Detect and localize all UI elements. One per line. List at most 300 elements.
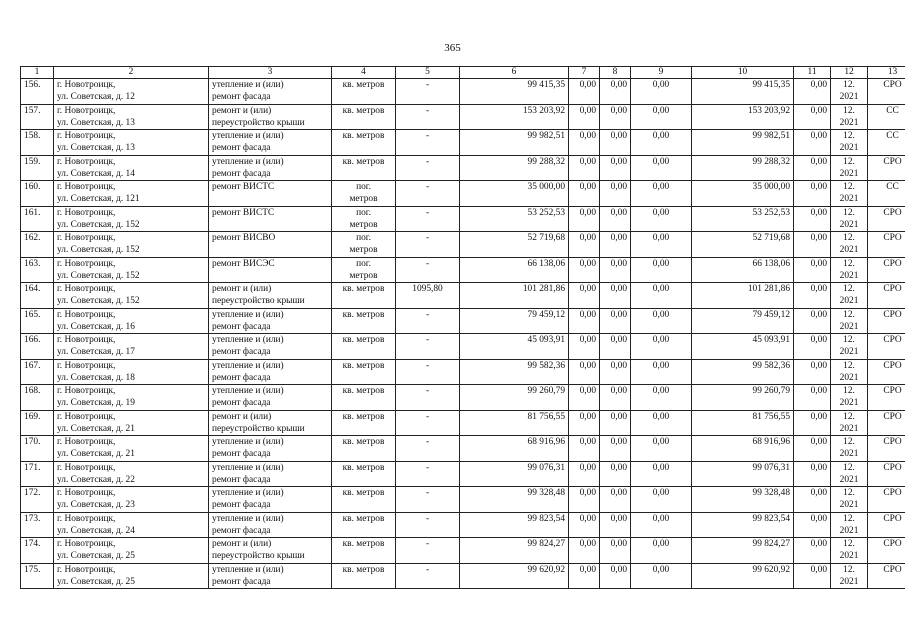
- funding-source-cell: [868, 308, 905, 334]
- col-header: 12: [831, 67, 868, 79]
- address-line-1: г. Новотроицк,: [57, 539, 116, 549]
- cost-total-cell: [460, 385, 569, 411]
- address-cell: [54, 155, 209, 181]
- fund-col-10: 35 000,00: [752, 182, 790, 192]
- completion-date-cell: [831, 410, 868, 436]
- cost-total: 68 916,96: [527, 437, 565, 447]
- row-number: 159.: [24, 156, 41, 167]
- fund-col-9-cell: [631, 206, 692, 232]
- fund-col-11-cell: [794, 155, 831, 181]
- fund-col-11-cell: [794, 257, 831, 283]
- row-number-cell: [21, 410, 54, 436]
- unit-line-1: пог.: [356, 182, 371, 192]
- completion-date-cell: [831, 283, 868, 309]
- cost-total: 99 982,51: [527, 131, 565, 141]
- cost-total-cell: [460, 206, 569, 232]
- work-type-line-1: утепление и (или): [212, 156, 284, 167]
- unit-line-1: кв. метров: [342, 156, 385, 167]
- col-header: 3: [209, 67, 332, 79]
- funding-source-cell: [868, 538, 905, 564]
- fund-col-10: 99 620,92: [752, 564, 790, 575]
- cost-total: 99 582,36: [527, 360, 565, 371]
- fund-col-9-cell: [631, 563, 692, 589]
- completion-date-line-2: 2021: [839, 92, 859, 103]
- fund-col-8-cell: [600, 512, 631, 538]
- fund-col-9-cell: [631, 461, 692, 487]
- work-type-line-2: ремонт фасада: [212, 92, 271, 103]
- row-number-cell: [21, 181, 54, 207]
- fund-col-7: 0,00: [579, 309, 596, 320]
- row-number: 165.: [24, 309, 41, 320]
- unit-cell: [332, 359, 396, 385]
- fund-col-11: 0,00: [810, 513, 827, 524]
- fund-col-10-cell: [692, 79, 794, 105]
- cost-total: 99 076,31: [527, 462, 565, 473]
- fund-col-9: 0,00: [652, 233, 670, 243]
- fund-col-10-cell: [692, 410, 794, 436]
- funding-source-cell: [868, 436, 905, 462]
- fund-col-8-cell: [600, 308, 631, 334]
- fund-col-7-cell: [569, 130, 600, 156]
- row-number: 163.: [24, 258, 41, 269]
- fund-col-7: 0,00: [579, 513, 596, 524]
- unit-cell: [332, 257, 396, 283]
- unit-line-1: кв. метров: [342, 131, 385, 141]
- address-cell: [54, 257, 209, 283]
- address-line-1: г. Новотроицк,: [57, 105, 116, 116]
- address-line-1: г. Новотроицк,: [57, 258, 116, 269]
- fund-col-7: 0,00: [579, 360, 596, 371]
- funding-source: СРО: [883, 207, 902, 218]
- address-line-1: г. Новотроицк,: [57, 309, 116, 320]
- table-row: [21, 257, 905, 283]
- fund-col-10: 81 756,55: [752, 411, 790, 422]
- row-number-cell: [21, 487, 54, 513]
- fund-col-8: 0,00: [610, 131, 627, 141]
- address-line-2: ул. Советская, д. 21: [57, 423, 135, 434]
- address-line-2: ул. Советская, д. 13: [57, 117, 135, 128]
- address-cell: [54, 79, 209, 105]
- cost-total: 99 260,79: [527, 386, 565, 396]
- fund-col-7-cell: [569, 461, 600, 487]
- address-line-2: ул. Советская, д. 152: [57, 245, 140, 256]
- fund-col-7-cell: [569, 257, 600, 283]
- unit-line-1: кв. метров: [342, 309, 385, 320]
- quantity-cell: [396, 181, 460, 207]
- fund-col-9-cell: [631, 232, 692, 258]
- address-cell: [54, 461, 209, 487]
- fund-col-9-cell: [631, 359, 692, 385]
- cost-total: 101 281,86: [522, 284, 565, 294]
- fund-col-9-cell: [631, 308, 692, 334]
- work-type-cell: [209, 181, 332, 207]
- work-type-line-1: утепление и (или): [212, 80, 284, 90]
- fund-col-8-cell: [600, 181, 631, 207]
- fund-col-7: 0,00: [579, 335, 596, 345]
- fund-col-9-cell: [631, 538, 692, 564]
- address-line-1: г. Новотроицк,: [57, 284, 116, 294]
- fund-col-11-cell: [794, 385, 831, 411]
- completion-date-line-1: 12.: [843, 105, 855, 116]
- row-number: 175.: [24, 564, 41, 575]
- cost-total: 35 000,00: [527, 182, 565, 192]
- work-type-line-1: утепление и (или): [212, 437, 284, 447]
- quantity: -: [425, 182, 430, 192]
- quantity-cell: [396, 155, 460, 181]
- fund-col-9: 0,00: [652, 513, 670, 524]
- funding-source: СРО: [883, 309, 902, 320]
- work-type-cell: [209, 155, 332, 181]
- fund-col-9: 0,00: [652, 309, 670, 320]
- completion-date-cell: [831, 461, 868, 487]
- completion-date-line-2: 2021: [839, 321, 859, 332]
- unit-cell: [332, 461, 396, 487]
- quantity: -: [425, 80, 430, 90]
- fund-col-10: 52 719,68: [752, 233, 790, 243]
- completion-date-cell: [831, 155, 868, 181]
- row-number: 158.: [24, 131, 41, 141]
- address-line-2: ул. Советская, д. 13: [57, 143, 135, 154]
- fund-col-7: 0,00: [579, 437, 596, 447]
- fund-col-8-cell: [600, 79, 631, 105]
- fund-col-8-cell: [600, 436, 631, 462]
- fund-col-7: 0,00: [579, 207, 596, 218]
- fund-col-7: 0,00: [579, 258, 596, 269]
- completion-date-line-2: 2021: [839, 143, 859, 154]
- col-header: 2: [54, 67, 209, 79]
- cost-total-cell: [460, 359, 569, 385]
- fund-col-8: 0,00: [610, 564, 627, 575]
- fund-col-7: 0,00: [579, 105, 596, 116]
- column-number-header-row: [21, 67, 905, 79]
- work-type-line-1: утепление и (или): [212, 309, 284, 320]
- address-cell: [54, 181, 209, 207]
- completion-date-line-2: 2021: [839, 219, 859, 230]
- fund-col-11-cell: [794, 308, 831, 334]
- col-header: 8: [600, 67, 631, 79]
- quantity: -: [425, 360, 430, 371]
- fund-col-10-cell: [692, 283, 794, 309]
- work-type-line-2: ремонт фасада: [212, 321, 271, 332]
- unit-cell: [332, 538, 396, 564]
- table-row: [21, 410, 905, 436]
- fund-col-11-cell: [794, 104, 831, 130]
- funding-source: СРО: [883, 258, 902, 269]
- unit-cell: [332, 385, 396, 411]
- address-line-1: г. Новотроицк,: [57, 437, 116, 447]
- address-line-2: ул. Советская, д. 17: [57, 347, 135, 358]
- fund-col-11: 0,00: [810, 386, 827, 396]
- completion-date-line-1: 12.: [843, 411, 855, 422]
- unit-line-1: кв. метров: [342, 488, 385, 498]
- completion-date-line-1: 12.: [843, 309, 855, 320]
- funding-source-cell: [868, 487, 905, 513]
- unit-cell: [332, 130, 396, 156]
- fund-col-11: 0,00: [810, 488, 827, 498]
- completion-date-line-2: 2021: [839, 245, 859, 256]
- funding-source-cell: [868, 334, 905, 360]
- unit-line-2: метров: [349, 219, 378, 230]
- work-type-line-1: утепление и (или): [212, 513, 284, 524]
- unit-line-1: кв. метров: [342, 284, 385, 294]
- fund-col-9: 0,00: [652, 462, 670, 473]
- quantity-cell: [396, 410, 460, 436]
- cost-total-cell: [460, 181, 569, 207]
- work-type-line-1: утепление и (или): [212, 462, 284, 473]
- completion-date-cell: [831, 232, 868, 258]
- fund-col-7: 0,00: [579, 411, 596, 422]
- funding-source: СРО: [883, 284, 902, 294]
- row-number: 168.: [24, 386, 41, 396]
- work-type-cell: [209, 104, 332, 130]
- fund-col-9-cell: [631, 79, 692, 105]
- col-header: 9: [631, 67, 692, 79]
- completion-date-line-1: 12.: [843, 233, 855, 243]
- row-number-cell: [21, 206, 54, 232]
- fund-col-8: 0,00: [610, 233, 627, 243]
- quantity-cell: [396, 461, 460, 487]
- cost-total-cell: [460, 436, 569, 462]
- quantity-cell: [396, 308, 460, 334]
- funding-source-cell: [868, 155, 905, 181]
- completion-date-line-1: 12.: [843, 360, 855, 371]
- row-number: 167.: [24, 360, 41, 371]
- fund-col-8: 0,00: [610, 411, 627, 422]
- fund-col-8-cell: [600, 563, 631, 589]
- row-number-cell: [21, 512, 54, 538]
- work-type-line-2: ремонт фасада: [212, 168, 271, 179]
- cost-total-cell: [460, 257, 569, 283]
- fund-col-8-cell: [600, 487, 631, 513]
- cost-total-cell: [460, 461, 569, 487]
- funding-source-cell: [868, 104, 905, 130]
- row-number-cell: [21, 436, 54, 462]
- cost-total-cell: [460, 283, 569, 309]
- funding-source: СРО: [883, 80, 902, 90]
- quantity-cell: [396, 563, 460, 589]
- completion-date-cell: [831, 130, 868, 156]
- table-row: [21, 538, 905, 564]
- work-type-cell: [209, 308, 332, 334]
- funding-source: СРО: [883, 335, 902, 345]
- address-line-1: г. Новотроицк,: [57, 360, 116, 371]
- fund-col-7-cell: [569, 436, 600, 462]
- col-header: 5: [396, 67, 460, 79]
- fund-col-11: 0,00: [810, 462, 827, 473]
- unit-line-1: пог.: [356, 207, 371, 218]
- quantity: -: [425, 207, 430, 218]
- funding-source-cell: [868, 130, 905, 156]
- fund-col-10: 99 415,35: [752, 80, 790, 90]
- register-table-body: [21, 79, 905, 589]
- table-row: [21, 79, 905, 105]
- completion-date-line-1: 12.: [843, 539, 855, 549]
- funding-source-cell: [868, 257, 905, 283]
- work-type-line-2: ремонт фасада: [212, 398, 271, 409]
- completion-date-line-2: 2021: [839, 372, 859, 383]
- address-line-2: ул. Советская, д. 19: [57, 398, 135, 409]
- completion-date-line-1: 12.: [843, 335, 855, 345]
- address-cell: [54, 563, 209, 589]
- fund-col-10: 99 823,54: [752, 513, 790, 524]
- fund-col-7: 0,00: [579, 156, 596, 167]
- col-header: 11: [794, 67, 831, 79]
- fund-col-11-cell: [794, 130, 831, 156]
- row-number-cell: [21, 359, 54, 385]
- register-table: [20, 66, 905, 589]
- quantity-cell: [396, 104, 460, 130]
- table-row: [21, 359, 905, 385]
- unit-line-2: метров: [349, 194, 378, 205]
- funding-source-cell: [868, 359, 905, 385]
- address-line-2: ул. Советская, д. 152: [57, 219, 140, 230]
- fund-col-7-cell: [569, 206, 600, 232]
- completion-date-line-2: 2021: [839, 449, 859, 460]
- completion-date-cell: [831, 79, 868, 105]
- completion-date-line-2: 2021: [839, 474, 859, 485]
- address-cell: [54, 130, 209, 156]
- fund-col-8: 0,00: [610, 360, 627, 371]
- fund-col-8-cell: [600, 257, 631, 283]
- table-row: [21, 130, 905, 156]
- fund-col-10-cell: [692, 359, 794, 385]
- fund-col-10: 45 093,91: [752, 335, 790, 345]
- fund-col-10: 99 982,51: [752, 131, 790, 141]
- fund-col-11: 0,00: [810, 539, 827, 549]
- fund-col-11-cell: [794, 79, 831, 105]
- work-type-line-2: переустройство крыши: [212, 551, 305, 562]
- cost-total: 99 328,48: [527, 488, 565, 498]
- unit-cell: [332, 206, 396, 232]
- funding-source-cell: [868, 283, 905, 309]
- completion-date-cell: [831, 512, 868, 538]
- cost-total: 99 288,32: [527, 156, 565, 167]
- row-number: 164.: [24, 284, 41, 294]
- fund-col-8: 0,00: [610, 386, 627, 396]
- cost-total: 99 823,54: [527, 513, 565, 524]
- funding-source-cell: [868, 410, 905, 436]
- fund-col-9-cell: [631, 104, 692, 130]
- fund-col-8-cell: [600, 104, 631, 130]
- quantity: -: [425, 462, 430, 473]
- quantity: -: [425, 488, 430, 498]
- completion-date-line-1: 12.: [843, 182, 855, 192]
- fund-col-10-cell: [692, 487, 794, 513]
- address-line-1: г. Новотроицк,: [57, 80, 116, 90]
- unit-cell: [332, 283, 396, 309]
- fund-col-7-cell: [569, 308, 600, 334]
- cost-total: 45 093,91: [527, 335, 565, 345]
- fund-col-8-cell: [600, 385, 631, 411]
- cost-total: 79 459,12: [527, 309, 565, 320]
- fund-col-11: 0,00: [810, 156, 827, 167]
- fund-col-9-cell: [631, 155, 692, 181]
- fund-col-10: 68 916,96: [752, 437, 790, 447]
- funding-source-cell: [868, 461, 905, 487]
- work-type-cell: [209, 130, 332, 156]
- unit-cell: [332, 79, 396, 105]
- completion-date-cell: [831, 206, 868, 232]
- address-cell: [54, 436, 209, 462]
- unit-cell: [332, 410, 396, 436]
- fund-col-8-cell: [600, 130, 631, 156]
- fund-col-8: 0,00: [610, 335, 627, 345]
- quantity-cell: [396, 487, 460, 513]
- funding-source: СРО: [883, 564, 902, 575]
- fund-col-11-cell: [794, 410, 831, 436]
- fund-col-10-cell: [692, 130, 794, 156]
- fund-col-11-cell: [794, 181, 831, 207]
- fund-col-7-cell: [569, 538, 600, 564]
- fund-col-9: 0,00: [652, 539, 670, 549]
- work-type-cell: [209, 563, 332, 589]
- completion-date-line-1: 12.: [843, 564, 855, 575]
- completion-date-line-2: 2021: [839, 423, 859, 434]
- completion-date-line-1: 12.: [843, 513, 855, 524]
- row-number-cell: [21, 79, 54, 105]
- funding-source: СРО: [883, 233, 902, 243]
- work-type-line-1: ремонт ВИСТС: [212, 207, 275, 218]
- work-type-cell: [209, 436, 332, 462]
- completion-date-line-2: 2021: [839, 117, 859, 128]
- unit-line-1: кв. метров: [342, 539, 385, 549]
- completion-date-line-1: 12.: [843, 131, 855, 141]
- completion-date-cell: [831, 104, 868, 130]
- row-number: 174.: [24, 539, 41, 549]
- quantity-cell: [396, 334, 460, 360]
- fund-col-8-cell: [600, 538, 631, 564]
- funding-source: СРО: [883, 156, 902, 167]
- fund-col-10-cell: [692, 563, 794, 589]
- quantity: -: [425, 105, 430, 116]
- row-number-cell: [21, 385, 54, 411]
- fund-col-7-cell: [569, 512, 600, 538]
- fund-col-10-cell: [692, 436, 794, 462]
- funding-source-cell: [868, 512, 905, 538]
- fund-col-8: 0,00: [610, 513, 627, 524]
- unit-line-1: кв. метров: [342, 386, 385, 396]
- quantity: -: [425, 233, 430, 243]
- table-row: [21, 436, 905, 462]
- quantity-cell: [396, 283, 460, 309]
- work-type-line-2: переустройство крыши: [212, 117, 305, 128]
- fund-col-9: 0,00: [652, 488, 670, 498]
- work-type-line-1: утепление и (или): [212, 488, 284, 498]
- fund-col-8: 0,00: [610, 539, 627, 549]
- fund-col-9: 0,00: [652, 207, 670, 218]
- col-header: 4: [332, 67, 396, 79]
- fund-col-11-cell: [794, 283, 831, 309]
- fund-col-7-cell: [569, 487, 600, 513]
- cost-total-cell: [460, 130, 569, 156]
- address-cell: [54, 104, 209, 130]
- fund-col-10-cell: [692, 461, 794, 487]
- fund-col-7: 0,00: [579, 488, 596, 498]
- cost-total: 153 203,92: [522, 105, 565, 116]
- work-type-line-1: утепление и (или): [212, 564, 284, 575]
- completion-date-line-1: 12.: [843, 462, 855, 473]
- fund-col-9: 0,00: [652, 386, 670, 396]
- quantity-cell: [396, 206, 460, 232]
- fund-col-11-cell: [794, 334, 831, 360]
- funding-source: СС: [886, 131, 899, 141]
- fund-col-9: 0,00: [652, 411, 670, 422]
- work-type-line-2: ремонт фасада: [212, 576, 271, 587]
- fund-col-9-cell: [631, 334, 692, 360]
- fund-col-8-cell: [600, 155, 631, 181]
- row-number-cell: [21, 461, 54, 487]
- quantity-cell: [396, 257, 460, 283]
